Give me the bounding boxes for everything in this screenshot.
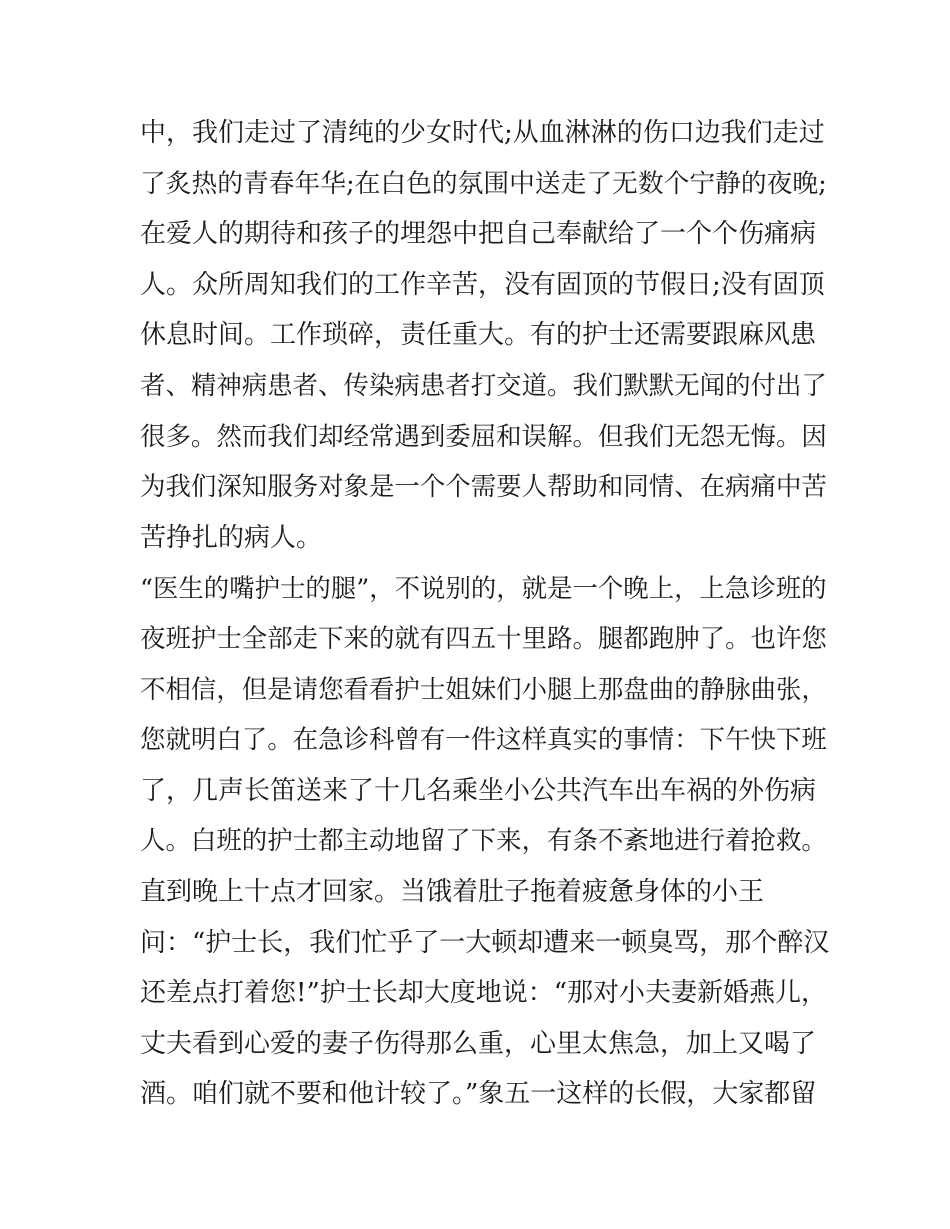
text-line: 休息时间。工作琐碎，责任重大。有的护士还需要跟麻风患: [140, 320, 817, 351]
text-line: 苦挣扎的病人。: [140, 522, 323, 553]
text-line: 直到晚上十点才回家。当饿着肚子拖着疲惫身体的小王: [140, 876, 765, 907]
text-line: 了炙热的青春年华;在白色的氛围中送走了无数个宁静的夜晚;: [140, 168, 827, 199]
text-line: 不相信，但是请您看看护士姐妹们小腿上那盘曲的静脉曲张，: [140, 674, 827, 705]
text-line: 人。白班的护士都主动地留了下来，有条不紊地进行着抢救。: [140, 826, 827, 857]
text-line: 您就明白了。在急诊科曾有一件这样真实的事情：下午快下班: [140, 725, 827, 756]
text-line: 在爱人的期待和孩子的埋怨中把自己奉献给了一个个伤痛病: [140, 219, 817, 250]
text-line: 了，几声长笛送来了十几名乘坐小公共汽车出车祸的外伤病: [140, 775, 817, 806]
text-line: 还差点打着您!”护士长却大度地说：“那对小夫妻新婚燕儿，: [140, 978, 828, 1009]
text-line: 者、精神病患者、传染病患者打交道。我们默默无闻的付出了: [140, 370, 827, 401]
text-line: 人。众所周知我们的工作辛苦，没有固顶的节假日;没有固顶: [140, 269, 825, 300]
text-line: 中，我们走过了清纯的少女时代;从血淋淋的伤口边我们走过: [140, 118, 825, 148]
text-line: 酒。咱们就不要和他计较了。”象五一这样的长假，大家都留: [140, 1079, 817, 1110]
text-line: “医生的嘴护士的腿”，不说别的，就是一个晚上，上急诊班的: [140, 573, 827, 604]
body-text: [140, 108, 830, 1120]
text-line: 问：“护士长，我们忙乎了一大顿却遭来一顿臭骂，那个醉汉: [140, 927, 830, 958]
text-line: 为我们深知服务对象是一个个需要人帮助和同情、在病痛中苦: [140, 472, 827, 503]
text-line: 丈夫看到心爱的妻子伤得那么重，心里太焦急，加上又喝了: [140, 1028, 817, 1059]
text-line: 夜班护士全部走下来的就有四五十里路。腿都跑肿了。也许您: [140, 623, 827, 654]
text-line: 很多。然而我们却经常遇到委屈和误解。但我们无怨无悔。因: [140, 421, 827, 452]
